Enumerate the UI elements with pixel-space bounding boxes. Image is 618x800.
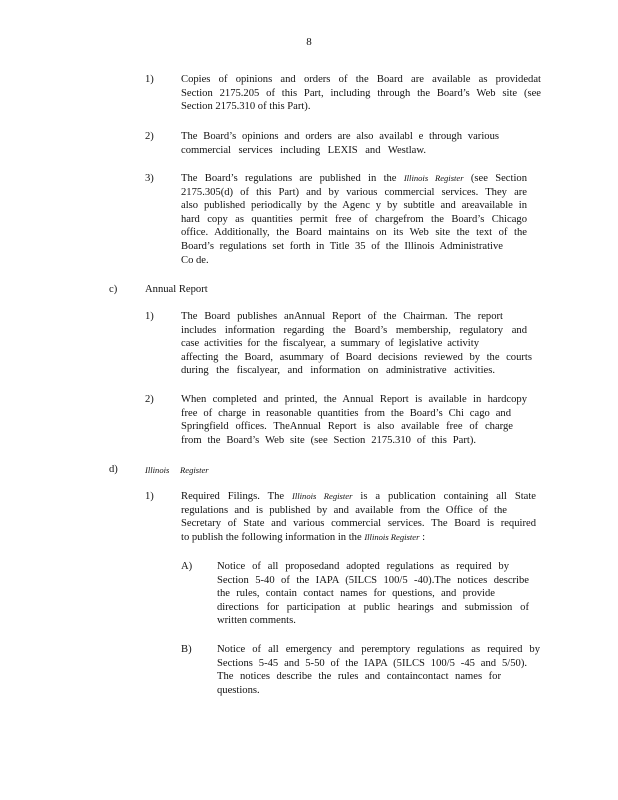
text-line: When completed and printed, the Annual Report is available in hardcopy bbox=[181, 394, 527, 405]
text-line: Springfield offices. TheAnnual Report is also available free of charge bbox=[181, 421, 513, 433]
section-d-item-1-label: 1) bbox=[145, 491, 154, 502]
section-d-label: d) bbox=[109, 464, 118, 475]
text-line: case activities for the fiscalyear, a summary of legislative activity bbox=[181, 338, 479, 350]
text-line: Sections 5-45 and 5-50 of the IAPA (5ILCS 100/5 -45 and 5/50). bbox=[217, 657, 527, 669]
text-line: Section 2175.310 of this Part). bbox=[181, 101, 311, 113]
text-line: includes information regarding the Board’s membership, regulatory and bbox=[181, 324, 527, 336]
subitem-b-label: B) bbox=[181, 644, 192, 655]
section-c-label: c) bbox=[109, 284, 118, 295]
text-line: directions for participation at public hearings and submission of bbox=[217, 601, 529, 613]
text-line: Co de. bbox=[181, 254, 209, 266]
text-line: Section 5-40 of the IAPA (5ILCS 100/5 -40).The notices describe bbox=[217, 574, 529, 586]
section-c-item-2-label: 2) bbox=[145, 394, 154, 405]
text-line: The Board’s opinions and orders are also availabl e through various bbox=[181, 131, 499, 142]
heading-word: Register bbox=[180, 465, 209, 475]
item-2-label: 2) bbox=[145, 131, 154, 142]
text-line: during the fiscalyear, and information on administrative activities. bbox=[181, 365, 495, 377]
text-line: also published periodically by the Agenc y by subtitle and areavailable in bbox=[181, 200, 527, 212]
heading-word: Illinois bbox=[145, 465, 170, 475]
text-line: to publish the following information in the Illinois Register : bbox=[181, 531, 426, 543]
text-line: office. Additionally, the Board maintains on its Web site the text of the bbox=[181, 227, 527, 239]
text-line: from the Board’s Web site (see Section 2175.310 of this Part). bbox=[181, 434, 476, 446]
subitem-a-label: A) bbox=[181, 561, 193, 572]
text-line: Section 2175.205 of this Part, including through the Board’s Web site (see bbox=[181, 87, 541, 99]
item-2-text bbox=[181, 130, 499, 157]
text-line: 2175.305(d) of this Part) and by various commercial services. They are bbox=[181, 186, 527, 198]
text-line: The notices describe the rules and containcontact names for bbox=[217, 671, 501, 683]
item-1-label: 1) bbox=[145, 74, 154, 85]
item-3-label: 3) bbox=[145, 173, 154, 184]
text-line: questions. bbox=[217, 684, 260, 696]
section-d-heading bbox=[145, 464, 209, 478]
subitem-b-text bbox=[217, 643, 540, 697]
section-c-item-1-label: 1) bbox=[145, 311, 154, 322]
text-line: Notice of all emergency and peremptory regulations as required by bbox=[217, 644, 540, 655]
text-line: Notice of all proposedand adopted regulations as required by bbox=[217, 561, 509, 572]
text-line: Board’s regulations set forth in Title 35 of the Illinois Administrative bbox=[181, 240, 503, 252]
page-number: 8 bbox=[306, 36, 312, 48]
text-line: The Board’s regulations are published in the Illinois Register (see Section bbox=[181, 173, 527, 184]
text-line: regulations and is published by and available from the Office of the bbox=[181, 504, 507, 516]
subitem-a-text bbox=[217, 560, 529, 628]
section-c-item-2-text bbox=[181, 393, 527, 447]
section-d-item-1-text bbox=[181, 490, 536, 544]
section-c-item-1-text bbox=[181, 310, 532, 378]
text-line: The Board publishes anAnnual Report of the Chairman. The report bbox=[181, 311, 503, 322]
text-line: Required Filings. The Illinois Register is a publication containing all State bbox=[181, 491, 536, 502]
item-3-text bbox=[181, 172, 527, 267]
text-line: Copies of opinions and orders of the Board are available as providedat bbox=[181, 74, 541, 85]
text-line: free of charge in reasonable quantities from the Board’s Chi cago and bbox=[181, 407, 511, 419]
text-line: affecting the Board, asummary of Board decisions reviewed by the courts bbox=[181, 351, 532, 363]
text-line: the rules, contain contact names for questions, and provide bbox=[217, 588, 495, 600]
section-c-heading: Annual Report bbox=[145, 284, 208, 295]
text-line: hard copy as quantities permit free of chargefrom the Board’s Chicago bbox=[181, 213, 527, 225]
text-line: Secretary of State and various commercial services. The Board is required bbox=[181, 518, 536, 530]
item-1-text bbox=[181, 73, 541, 114]
text-line: written comments. bbox=[217, 615, 296, 627]
text-line: commercial services including LEXIS and Westlaw. bbox=[181, 144, 426, 156]
